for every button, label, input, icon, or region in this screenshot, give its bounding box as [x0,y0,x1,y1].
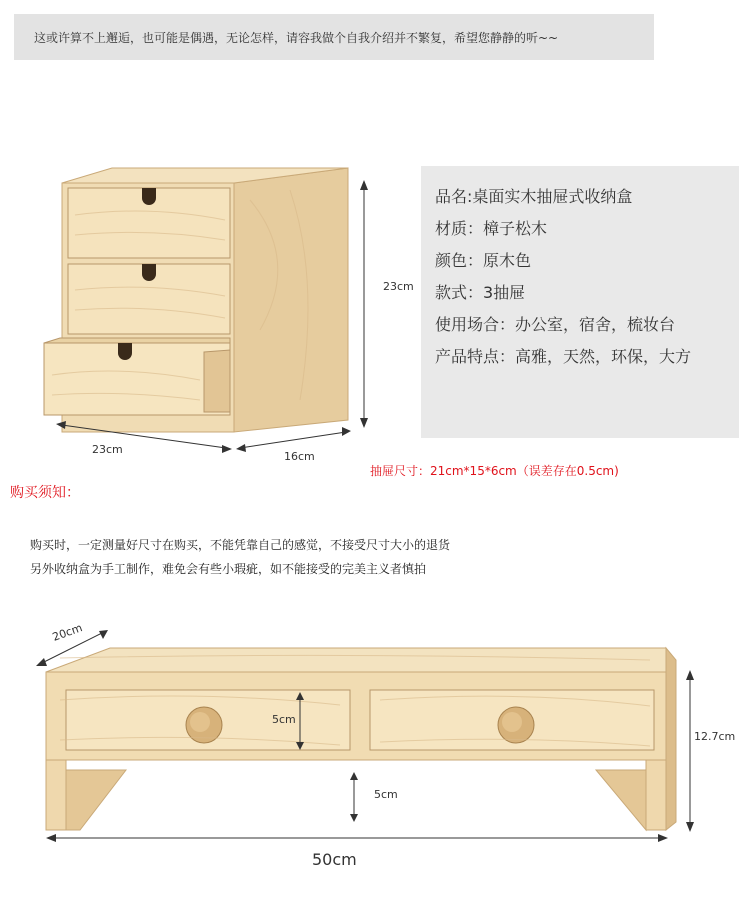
product-style: 款式：3抽屉 [435,283,526,302]
box-depth-label: 16cm [284,450,315,463]
box-height-label: 23cm [383,280,414,293]
product-info-panel [421,166,739,438]
product-color: 颜色：原木色 [435,251,532,270]
product-usage: 使用场合：办公室，宿舍，梳妆台 [435,315,676,334]
box-width-label: 23cm [92,443,123,456]
stand-depth-label: 20cm [50,621,85,644]
intro-text: 这或许算不上邂逅，也可能是偶遇，无论怎样，请容我做个自我介绍并不繁复，希望您静静的听~~ [34,31,559,45]
product-features: 产品特点：高雅，天然，环保，大方 [435,347,692,366]
product-material: 材质：樟子松木 [435,219,548,238]
notice-line-1: 购买时，一定测量好尺寸在购买，不能凭靠自己的感觉，不接受尺寸大小的退货 [30,538,451,552]
stand-leg-gap-label: 5cm [374,788,398,801]
three-drawer-box-image [44,168,368,453]
product-name: 品名:桌面实木抽屉式收纳盒 [435,187,633,206]
stand-height-label: 12.7cm [694,730,736,743]
stand-drawer-height-label: 5cm [272,713,296,726]
purchase-notice-title: 购买须知： [10,485,80,501]
desktop-stand-image [36,630,694,842]
notice-line-2: 另外收纳盒为手工制作，难免会有些小瑕疵，如不能接受的完美主义者慎拍 [30,562,427,576]
drawer-size-text: 抽屉尺寸：21cm*15*6cm（误差存在0.5cm) [370,464,619,478]
stand-length-label: 50cm [312,850,357,869]
